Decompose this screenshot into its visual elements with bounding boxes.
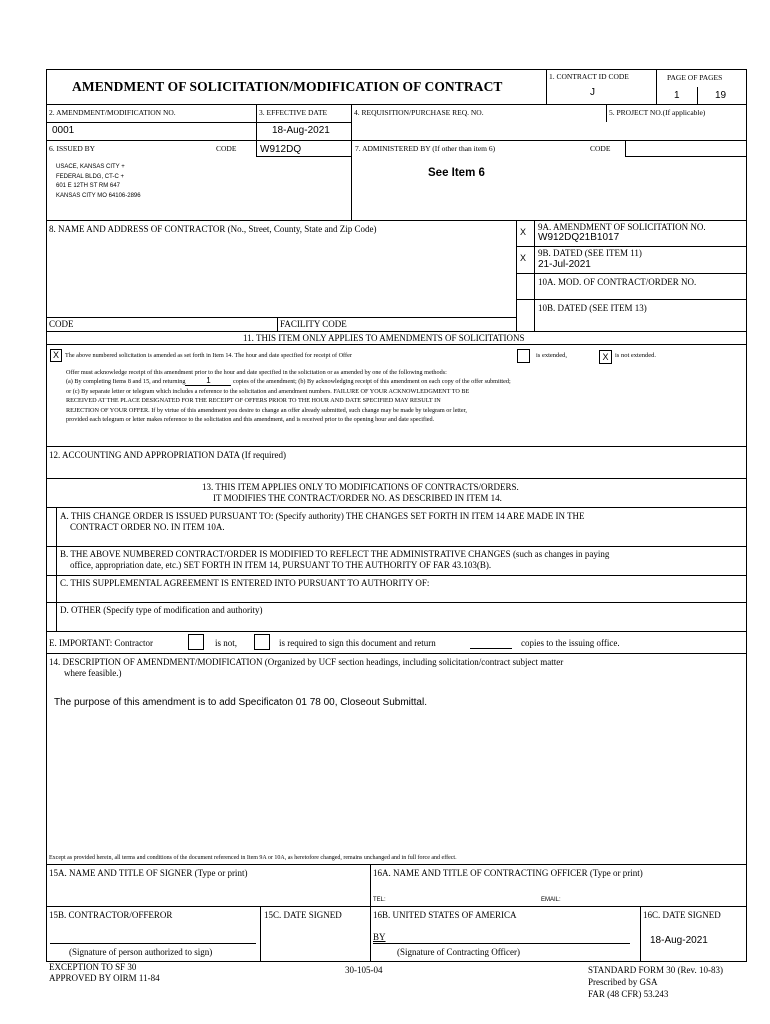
footer-center: 30-105-04 bbox=[345, 965, 383, 975]
contractor-signature-line[interactable] bbox=[50, 943, 256, 944]
not-extended-checkbox[interactable]: X bbox=[599, 350, 612, 364]
page-number: 1 bbox=[674, 90, 680, 101]
dated-10b-label: 10B. DATED (SEE ITEM 13) bbox=[538, 303, 647, 313]
amendment-no-9a: W912DQ21B1017 bbox=[538, 232, 620, 243]
contractor-is-not-checkbox[interactable] bbox=[188, 634, 204, 650]
is-extended-label: is extended, bbox=[536, 352, 568, 359]
contract-id-code-label: 1. CONTRACT ID CODE bbox=[549, 72, 629, 81]
is-not-label: is not, bbox=[215, 638, 238, 648]
amended-text: The above numbered solicitation is amended as set forth in Item 14. The hour and date specified for receipt of Offer bbox=[65, 352, 352, 359]
contractor-date-signed-label: 15C. DATE SIGNED bbox=[264, 910, 342, 920]
is-required-label: is required to sign this document and return bbox=[279, 638, 436, 648]
email-label: EMAIL: bbox=[541, 897, 561, 903]
important-label: E. IMPORTANT: Contractor bbox=[49, 638, 154, 648]
item11-heading: 11. THIS ITEM ONLY APPLIES TO AMENDMENTS OF SOLICITATIONS bbox=[243, 333, 525, 343]
copies-label: copies to the issuing office. bbox=[521, 638, 620, 648]
item11-instructions: Offer must acknowledge receipt of this amendment prior to the hour and date specified in the solicitation or as amended by one of the following methods: (a) By completing Items 8 and 15, and returning 1 copies of the amendment; (b) By acknowledging receipt of this amendment on each copy of the offer submitted; or (c) By separate letter or telegram which includes a reference to the solicitation and amendment numbers. FAILURE OF YOUR ACKNOWLEDGMENT TO BE RECEIVED AT THE PLACE DESIGNATED FOR THE RECEIPT OF OFFERS PRIOR TO THE HOUR AND DATE SPECIFIED MAY RESULT IN REJECTION OF YOUR OFFER. If by virtue of this amendment you desire to change an offer already submitted, such change may be made by telegram or letter, provided each telegram or letter makes reference to the solicitation and this amendment, and is received prior to the opening hour and date specified. bbox=[66, 369, 511, 424]
page-of-pages-label: PAGE OF PAGES bbox=[667, 73, 723, 82]
item13-c: C. THIS SUPPLEMENTAL AGREEMENT IS ENTERED INTO PURSUANT TO AUTHORITY OF: bbox=[60, 578, 430, 588]
extended-checkbox[interactable] bbox=[517, 349, 530, 363]
officer-signature-line[interactable] bbox=[373, 943, 630, 944]
by-label: BY bbox=[373, 932, 386, 942]
description-label-line1: 14. DESCRIPTION OF AMENDMENT/MODIFICATION (Organized by UCF section headings, including solicitation/contract subject matter bbox=[49, 657, 564, 667]
project-no-label: 5. PROJECT NO.(If applicable) bbox=[609, 108, 706, 117]
administered-by-label: 7. ADMINISTERED BY (If other than item 6) bbox=[355, 144, 496, 153]
contractor-required-checkbox[interactable] bbox=[254, 634, 270, 650]
contractor-label: 8. NAME AND ADDRESS OF CONTRACTOR (No., Street, County, State and Zip Code) bbox=[49, 224, 377, 234]
issued-by-label: 6. ISSUED BY bbox=[49, 144, 96, 153]
officer-date-signed: 18-Aug-2021 bbox=[650, 935, 708, 946]
issued-by-code-label: CODE bbox=[216, 144, 237, 153]
dated-9b-label: 9B. DATED (SEE ITEM 11) bbox=[538, 248, 642, 258]
administered-by-code-label: CODE bbox=[590, 144, 611, 153]
officer-date-signed-label: 16C. DATE SIGNED bbox=[643, 910, 721, 920]
requisition-label: 4. REQUISITION/PURCHASE REQ. NO. bbox=[354, 108, 484, 117]
is-not-extended-label: is not extended. bbox=[615, 352, 656, 359]
amendment-no-label: 2. AMENDMENT/MODIFICATION NO. bbox=[49, 108, 176, 117]
signature-person-caption: (Signature of person authorized to sign) bbox=[69, 947, 213, 957]
contract-id-code: J bbox=[590, 87, 595, 98]
item13-b-line1: B. THE ABOVE NUMBERED CONTRACT/ORDER IS MODIFIED TO REFLECT THE ADMINISTRATIVE CHANGES (such as changes in paying bbox=[60, 549, 610, 559]
amendment-no-9a-label: 9A. AMENDMENT OF SOLICITATION NO. bbox=[538, 222, 706, 232]
page-count: 19 bbox=[715, 90, 727, 101]
issued-by-address: USACE, KANSAS CITY + FEDERAL BLDG, CT-C + 601 E 12TH ST RM 647 KANSAS CITY MO 64106-2896 bbox=[56, 164, 141, 199]
item13-b-line2: office, appropriation date, etc.) SET FORTH IN ITEM 14, PURSUANT TO THE AUTHORITY OF FAR 43.103(B). bbox=[70, 560, 492, 570]
signature-officer-caption: (Signature of Contracting Officer) bbox=[397, 947, 521, 957]
description-label-line2: where feasible.) bbox=[64, 668, 122, 678]
contracting-officer-name-label: 16A. NAME AND TITLE OF CONTRACTING OFFICER (Type or print) bbox=[373, 868, 643, 878]
item13-heading1: 13. THIS ITEM APPLIES ONLY TO MODIFICATIONS OF CONTRACTS/ORDERS. bbox=[202, 482, 519, 492]
check-9a[interactable]: X bbox=[520, 227, 527, 237]
effective-date-value: 18-Aug-2021 bbox=[272, 125, 330, 136]
item13-a-line2: CONTRACT ORDER NO. IN ITEM 10A. bbox=[70, 522, 225, 532]
copies-count: 1 bbox=[185, 377, 231, 386]
item13-heading2: IT MODIFIES THE CONTRACT/ORDER NO. AS DESCRIBED IN ITEM 14. bbox=[213, 493, 502, 503]
contractor-code-label: CODE bbox=[49, 319, 74, 329]
dated-9b: 21-Jul-2021 bbox=[538, 259, 591, 270]
accounting-label: 12. ACCOUNTING AND APPROPRIATION DATA (If required) bbox=[49, 450, 287, 460]
item13-d: D. OTHER (Specify type of modification and authority) bbox=[60, 605, 263, 615]
issued-by-code: W912DQ bbox=[260, 144, 302, 155]
signer-name-label: 15A. NAME AND TITLE OF SIGNER (Type or print) bbox=[49, 868, 248, 878]
tel-label: TEL: bbox=[373, 897, 386, 903]
terms-note: Except as provided herein, all terms and conditions of the document referenced in Item 9A or 10A, as heretofore changed, remains unchanged and in full force and effect. bbox=[49, 855, 457, 861]
footer-left: EXCEPTION TO SF 30 APPROVED BY OIRM 11-84 bbox=[49, 962, 160, 983]
amendment-no-value: 0001 bbox=[52, 125, 75, 136]
amended-checkbox[interactable]: X bbox=[50, 349, 62, 362]
form-title: AMENDMENT OF SOLICITATION/MODIFICATION OF CONTRACT bbox=[72, 79, 503, 94]
item13-a-line1: A. THIS CHANGE ORDER IS ISSUED PURSUANT TO: (Specify authority) THE CHANGES SET FORTH IN ITEM 14 ARE MADE IN THE bbox=[60, 511, 585, 521]
mod-contract-10a-label: 10A. MOD. OF CONTRACT/ORDER NO. bbox=[538, 277, 697, 287]
description-text: The purpose of this amendment is to add Specificaton 01 78 00, Closeout Submittal. bbox=[54, 697, 427, 708]
footer-right: STANDARD FORM 30 (Rev. 10-83) Prescribed by GSA FAR (48 CFR) 53.243 bbox=[588, 965, 723, 999]
check-9b[interactable]: X bbox=[520, 253, 527, 263]
facility-code-label: FACILITY CODE bbox=[280, 319, 347, 329]
contractor-offeror-label: 15B. CONTRACTOR/OFFEROR bbox=[49, 910, 173, 920]
united-states-label: 16B. UNITED STATES OF AMERICA bbox=[373, 910, 517, 920]
administered-by-value: See Item 6 bbox=[428, 167, 485, 179]
effective-date-label: 3. EFFECTIVE DATE bbox=[259, 108, 328, 117]
